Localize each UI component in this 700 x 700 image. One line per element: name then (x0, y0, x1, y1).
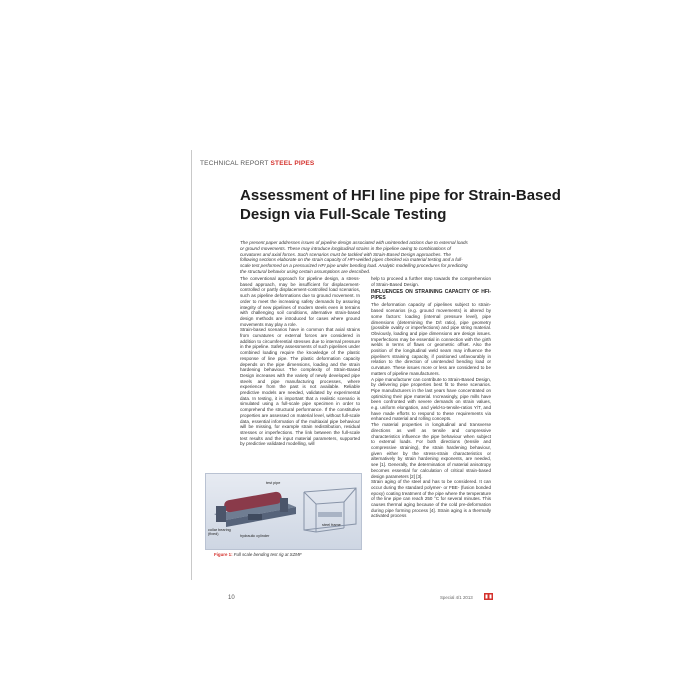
header-topic: STEEL PIPES (270, 160, 315, 167)
paragraph: Strain-based scenarios have in common that axial strains from curvatures or external forces are considered in addition to circumferential stresses due to internal pressure in the pipeline. Safety assessments of such pipelines under combined loading require the knowledge of the plastic response of line pipe. The plastic deformation capacity depends on the pipe dimensions, loading and the strain hardening behaviour. The complexity of Strain-Based Design increases with the variety of newly developed pipe steels and pipe manufacturing processes, where experience from the past is not available. Reliable predictive models are needed, validated by experimental data. In testing, it is important that a realistic scenario is simulated using a full-scale pipe specimen in order to comprehend the structural performance. If the constitutive properties are assessed on material level, without full-scale data, essential information of the multiaxial pipe behaviour will be missing, for example strain redistribution, residual stresses or imperfections. The link between the full-scale test results and the input material parameters, supported by predictive validated modelling, will (240, 327, 360, 447)
label-test-pipe: test pipe (266, 481, 281, 485)
header-section: TECHNICAL REPORT (200, 160, 269, 167)
hydraulic-cylinder (248, 514, 262, 520)
label-hydraulic-cylinder: hydraulic cylinder (240, 534, 270, 538)
figure-caption (214, 552, 364, 557)
test-rig-illustration (206, 474, 361, 549)
publisher-logo-icon (484, 593, 493, 600)
margin-rule (191, 150, 192, 580)
end-bearing (280, 498, 288, 512)
label-steel-frame: steel frame (322, 523, 341, 527)
paragraph: Strain aging of the steel and has to be considered. It can occur during the standard polymer- or FBE- (fusion bonded epoxy) coating treatment of the pipe where the temperature of the line pipe can reach 250 °C for several minutes. This causes thermal aging because of the cold pre-deformation during pipe forming process [4]. Strain aging is a thermally activated process (371, 479, 491, 519)
section-heading: INFLUENCES ON STRAINING CAPACITY OF HFI-PIPES (371, 289, 491, 302)
paragraph: The conventional approach for pipeline design, a stress-based approach, may be insufficient for displacement-controlled or partly displacement-controlled load scenarios, such as pipeline deformations due to ground movement. In order to meet the increasing safety demands by assuring integrity of new pipelines of modern steels even in terrains with challenging soil conditions, alternative strain-based design methods are introduced for cases where ground movements may play a role. (240, 276, 360, 327)
figure-caption-text: Full scale bending test rig at SZMF (233, 552, 302, 557)
page-number: 10 (228, 595, 235, 601)
figure-caption-label: Figure 1: (214, 552, 233, 557)
paragraph: The deformation capacity of pipelines subject to strain-based scenarios (e.g. ground movements) is altered by some factors: loading (internal pressure level), pipe dimensions (determining the D/t ratio), pipe geometry (possible ovality or imperfections) and pipe string material. Obviously, loading and pipe dimensions are design issues. Imperfections may be essential in connection with the girth welds in terms of flaws or geometric offset. Also the position of the longitudinal weld seam may influence the pipeline's straining capacity, if positioned unfavourably in relation to the direction of unintended bending load or curvature. These issues more or less are considered to be matters of pipeline manufacturers. (371, 302, 491, 376)
figure-bending-test-rig (205, 473, 362, 550)
issue-label: Special 4/1 2013 (440, 595, 473, 600)
collar-bearing (216, 506, 226, 522)
paragraph: A pipe manufacturer can contribute to Strain-Based Design, by delivering pipe properties best fit to these scenarios. Pipe manufacturers in the last years have concentrated on optimizing their pipe material. Increasingly, pipe mills have been confronted with severe demands on strain values, e.g. uniform elongation, and yield-to-tensile-ratios Y/T, and have made efforts to respond to these requirements via enhanced material and rolling concepts. (371, 376, 491, 422)
body-column-left (240, 276, 360, 480)
frame-pipe (318, 512, 342, 517)
running-header (200, 160, 314, 167)
label-collar-bearing: collar bearing (fixed) (208, 528, 231, 537)
article-title: Assessment of HFI line pipe for Strain-Based Design via Full-Scale Testing (240, 187, 561, 223)
body-column-right (371, 276, 491, 568)
abstract: The present paper addresses issues of pipeline design associated with unintended actions due to external loads or ground movements. These may introduce longitudinal strains in the pipeline owing to combinations of curvatures and axial forces. Such scenarios must be tackled with Strain-Based Design approaches. The following sections elaborate on the strain capacity of HFI-welded pipes checked via material testing and a full-scale test performed on a pressurized HFI pipe under bending load. Analytic modelling procedures for predicting the structural behavior using certain assumptions are described. (240, 240, 468, 274)
paragraph: help to proceed a further step towards the comprehension of Strain-Based Design. (371, 276, 491, 287)
paragraph: The material properties in longitudinal and transverse directions as well as tensile and compressive characteristics influence the pipe behaviour when subject to external loads. For both directions (tensile and compressive straining), the strain hardening behaviour, given either by the stress-strain characteristics or alternatively by strain hardening exponents, are needed, see [1]. Generally, the determination of material anisotropy becomes essential for calculation of critical strain-based design parameters [2] [3]. (371, 422, 491, 479)
